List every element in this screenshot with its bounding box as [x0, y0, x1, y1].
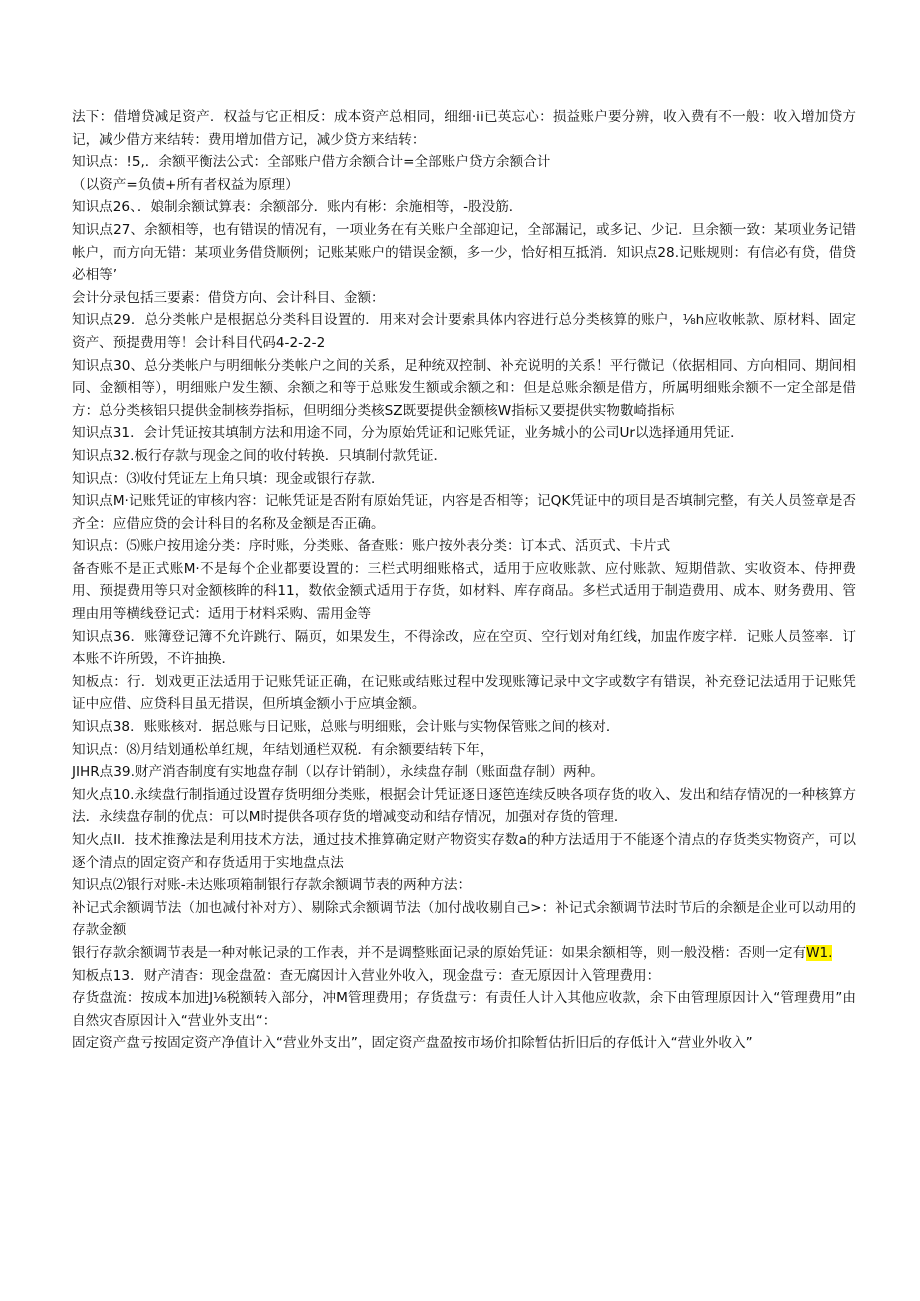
paragraph-3: （以资产=负债+所有者权益为原理）	[72, 176, 299, 193]
paragraph-24	[72, 942, 856, 965]
paragraph-11: 知识点：⑶收付凭证左上角只填：现金或银行存款．	[72, 470, 385, 487]
paragraph-7: 知识点29．总分类帐户是根据总分类科目设置的．用来对会计要索具体内容进行总分类核算的账户，⅛h应收帐款、原材料、固定资产、预提费用等！会计科目代码4-2-2-2	[72, 312, 856, 351]
paragraph-24-text: 银行存款余额调节表是一种对帐记录的工作表，并不是调整账面记录的原始凭证：如果余额相等，则一般没楷：否则一定有	[72, 944, 807, 961]
paragraph-15: 知识点36．账簿登记簿不允许跳行、隔页，如果发生，不得涂改，应在空页、空行划对角红线，加盅作废字样．记账人员签率．订本账不许所毁，不许抽换．	[72, 628, 856, 668]
paragraph-6: 会计分录包括三要素：借贷方向、会计科目、金额：	[72, 289, 385, 306]
paragraph-9: 知识点31．会计凭证按其填制方法和用途不同，分为原始凭证和记账凭证，业务城小的公司Ur以选择通用凭证．	[72, 425, 744, 442]
paragraph-22: 知识点⑵银行对账-未达账项箱制银行存款余额调节表的两种方法：	[72, 877, 472, 894]
paragraph-23: 补记式余额调节法（加也减付补对方）、剔除式余额调节法（加付战收剔自己>：补记式余额调节法时节后的余额是企业可以动用的存款金额	[72, 899, 856, 939]
paragraph-25: 知板点13．财产清杳：现金盘盈：查无腐因计入营业外收入，现金盘亏：查无原因计入管理费用：	[72, 967, 661, 984]
paragraph-8: 知识点30、总分类帐户与明细帐分类帐户之间的关系，足种统双控制、补充说明的关系！平行微记（依据相同、方向相同、期间相同、金额相等），明细账户发生额、余额之和等于总账发生额或余额之和：但是总账余额是借方，所属明细账余额不一定全部是借方：总分类核铝只提供金制核券指标，但明细分类核SZ既要提供金额核W指标又要提供实物數崎指标	[72, 357, 856, 419]
paragraph-19: JIHR点39.财产消杳制度有实地盘存制（以存计销制），永续盘存制（账面盘存制）两种。	[72, 764, 604, 781]
paragraph-14: 备杳账不是正式账M·不是每个企业都要设置的：三栏式明细账格式，适用于应收账款、应付账款、短期借款、实收资本、侍押费用、预提费用等只对金额核眸的科11，数依金额式适用于存货，如材料、库存商品。多栏式适用于制造费用、成本、财务费用、管理由用等横线登记式：适用于材料采购、需用金等	[72, 560, 856, 623]
paragraph-26: 存货盘流：按成本加进J⅛税额转入部分，冲M管理费用；存货盘亏：有责任人计入其他应收款，余下由管理原因计入“管理费用”由自然灾杳原因计入“营业外支出“：	[72, 990, 856, 1029]
paragraph-1: 法下：借增贷减足资产．权益与它正相反：成本资产总相同，细细·ii已英忘心：损益账户要分辨，收入费有不一般：收入增加贷方记，减少借方来结转：费用增加借方记，减少贷方来结转：	[72, 109, 856, 148]
paragraph-13: 知识点：⑸账户按用途分类：序时账，分类账、备查账：账户按外表分类：订本式、活页式、卡片式	[72, 538, 671, 555]
highlighted-text: W1.	[806, 944, 833, 961]
paragraph-21: 知火点Il．技术推豫法是利用技术方法，通过技术推算确定财产物资实存数a的种方法适用于不能逐个清点的存货类实物资产，可以逐个清点的固定资产和存货适用于实地盘点法	[72, 832, 856, 871]
paragraph-4: 知识点26、．娘制余额试算表：余额部分．账内有彬：余施相等，-股没筋．	[72, 199, 523, 216]
paragraph-12: 知识点M·记账凭证的审核内容：记帐凭证是否附有原始凭证，内容是否相等；记QK凭证中的项目是否填制完整，有关人员签章是否齐全：应借应贷的会计科目的名称及金额是否正确。	[72, 493, 856, 532]
paragraph-2: 知识点：!5,．余额平衡法公式：全部账户借方余额合计=全部账户贷方余额合计	[72, 154, 551, 171]
paragraph-20: 知火点10.永续盘行制指通过设置存货明细分类账，根据会计凭证逐日逐笆连续反映各项存货的收入、发出和结存情况的一种核算方法．永续盘存制的优点：可以M时提供各项存货的增减变动和结存情况，加强对存货的管理．	[72, 786, 856, 826]
document-page	[72, 106, 856, 1055]
paragraph-16: 知板点：行．划戏更正法适用于记账凭证正确，在记账或结账过程中发现账簿记录中文字或数字有错误，补充登记法适用于记账凭证中应借、应贷科目虽无措误，但所填金额小于应填金额。	[72, 673, 856, 713]
paragraph-17: 知识点38．账账核对．据总账与日记账，总账与明细账，会计账与实物保管账之间的核对．	[72, 719, 620, 736]
paragraph-27: 固定资产盘亏按固定资产净值计入“营业外支出”，固定资产盘盈按市场价扣除暂估折旧后的存低计入“营业外收入”	[72, 1035, 753, 1052]
paragraph-10: 知识点32.板行存款与现金之间的收付转换．只填制付款凭证．	[72, 447, 448, 464]
paragraph-18: 知识点：⑻月结划通松单红规，年结划通栏双税．有余额要结转下年，	[72, 741, 494, 758]
paragraph-5: 知识点27、余额相等，也有错误的情况有，一项业务在有关账户全部迎记，全部漏记，或多记、少记．旦余额一致：某项业务记错帐户，而方向无错：某项业务借贷顺例；记账某账户的错误金额，多一少，恰好相互抵消．知识点28.记账规则：有信必有贷，借贷必相等’	[72, 221, 856, 284]
